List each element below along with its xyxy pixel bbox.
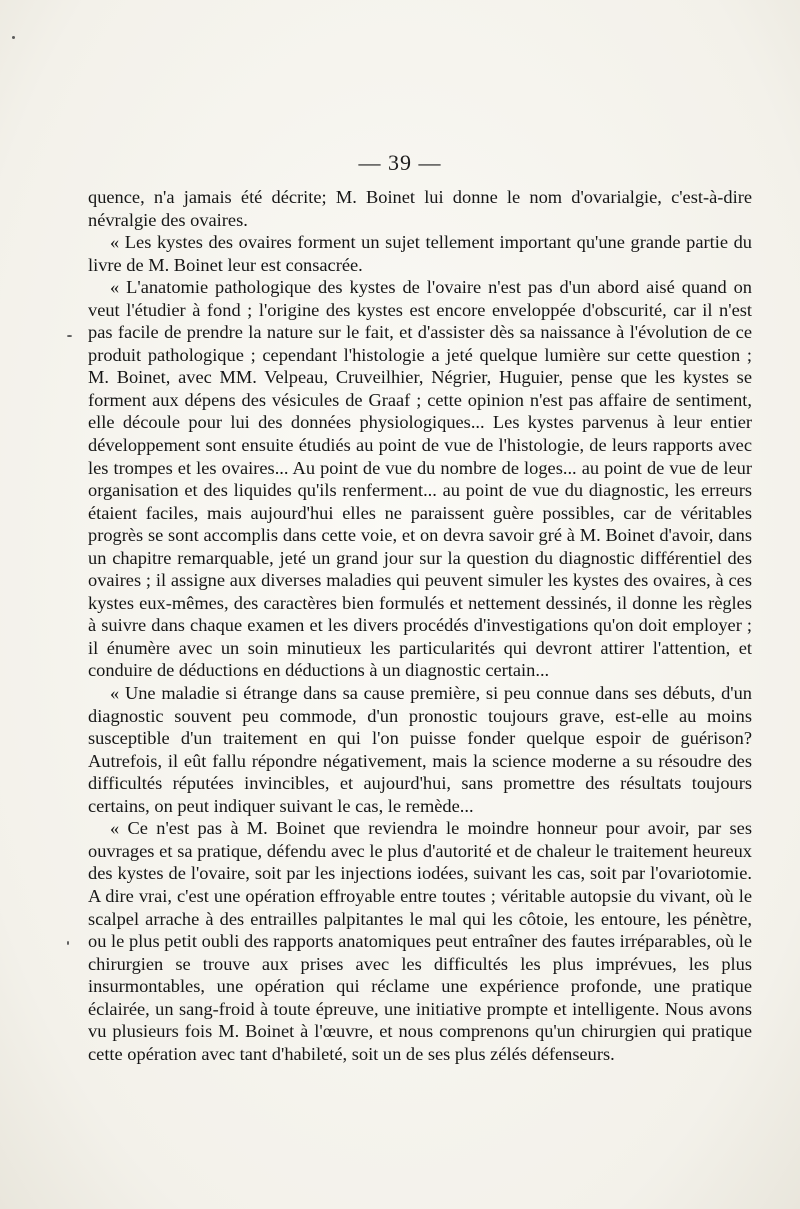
paragraph: « Ce n'est pas à M. Boinet que reviendra le moindre honneur pour avoir, par ses ouvrages et sa pratique, défendu avec le plus d'autorité et de chaleur le traitement heureux des kystes de l'ovaire, soit par les injections iodées, suivant les cas, soit par l'ovariotomie. A dire vrai, c'est une opération effroyable entre toutes ; véritable autopsie du vivant, où le scalpel arrache à des entrailles palpitantes le mal qui les côtoie, les entoure, les pénètre, ou le plus petit oubli des rapports anatomiques peut entraîner des fautes irréparables, où le chirurgien se trouve aux prises avec les difficultés les plus imprévues, les plus insurmontables, une opération qui réclame une expérience profonde, une pratique éclairée, un sang-froid à toute épreuve, une initiative prompte et intelligente. Nous avons vu plusieurs fois M. Boinet à l'œuvre, et nous comprenons qu'un chirurgien qui pratique cette opération avec tant d'habileté, soit un de ses plus zélés défenseurs. — [88, 818, 752, 1064]
body-text — [88, 186, 752, 1065]
paragraph: « L'anatomie pathologique des kystes de l'ovaire n'est pas d'un abord aisé quand on veut l'étudier à fond ; l'origine des kystes est encore enveloppée d'obscurité, car il n'est pas facile de prendre la nature sur le fait, et d'assister dès sa naissance à l'évolution de ce produit pathologique ; cependant l'histologie a jeté quelque lumière sur cette question ; M. Boinet, avec MM. Velpeau, Cruveilhier, Négrier, Huguier, pense que les kystes se forment aux dépens des vésicules de Graaf ; cette opinion n'est pas affaire de sentiment, elle découle pour lui des données physiologiques... Les kystes parvenus à leur entier développement sont ensuite étudiés au point de vue de l'histologie, de leurs rapports avec les trompes et les ovaires... Au point de vue du nombre de loges... au point de vue de leur organisation et des liquides qu'ils renferment... au point de vue du diagnostic, les erreurs étaient faciles, mais aujourd'hui elles ne paraissent guère possibles, car de véritables progrès se sont accomplis dans cette voie, et on devra savoir gré à M. Boinet d'avoir, dans un chapitre remarquable, jeté un grand jour sur la question du diagnostic différentiel des ovaires ; il assigne aux diverses maladies qui peuvent simuler les kystes des ovaires, à ces kystes eux-mêmes, des caractères bien formulés et nettement dessinés, il donne les règles à suivre dans chaque examen et les divers procédés d'investigations qu'on doit employer ; il énumère avec un soin minutieux les particularités qui devront attirer l'attention, et conduire de déductions en déductions à un diagnostic certain... — [88, 277, 752, 681]
paragraph: « Les kystes des ovaires forment un sujet tellement important qu'une grande partie du livre de M. Boinet leur est consacrée. — [88, 232, 752, 275]
paragraph: quence, n'a jamais été décrite; M. Boinet lui donne le nom d'ovarialgie, c'est-à-dire névralgie des ovaires. — [88, 187, 752, 230]
print-speck — [12, 36, 15, 39]
paragraph: « Une maladie si étrange dans sa cause première, si peu connue dans ses débuts, d'un diagnostic souvent peu commode, d'un pronostic toujours grave, est-elle au moins susceptible d'un traitement en qui l'on puisse fonder quelque espoir de guérison? Autrefois, il eût fallu répondre négativement, mais la science moderne a su résoudre des difficultés réputées invincibles, et aujourd'hui, sans promettre des résultats toujours certains, on peut indiquer suivant le cas, le remède... — [88, 683, 752, 816]
page-number: — 39 — — [358, 150, 442, 175]
print-speck — [67, 335, 72, 337]
print-speck — [67, 941, 69, 945]
